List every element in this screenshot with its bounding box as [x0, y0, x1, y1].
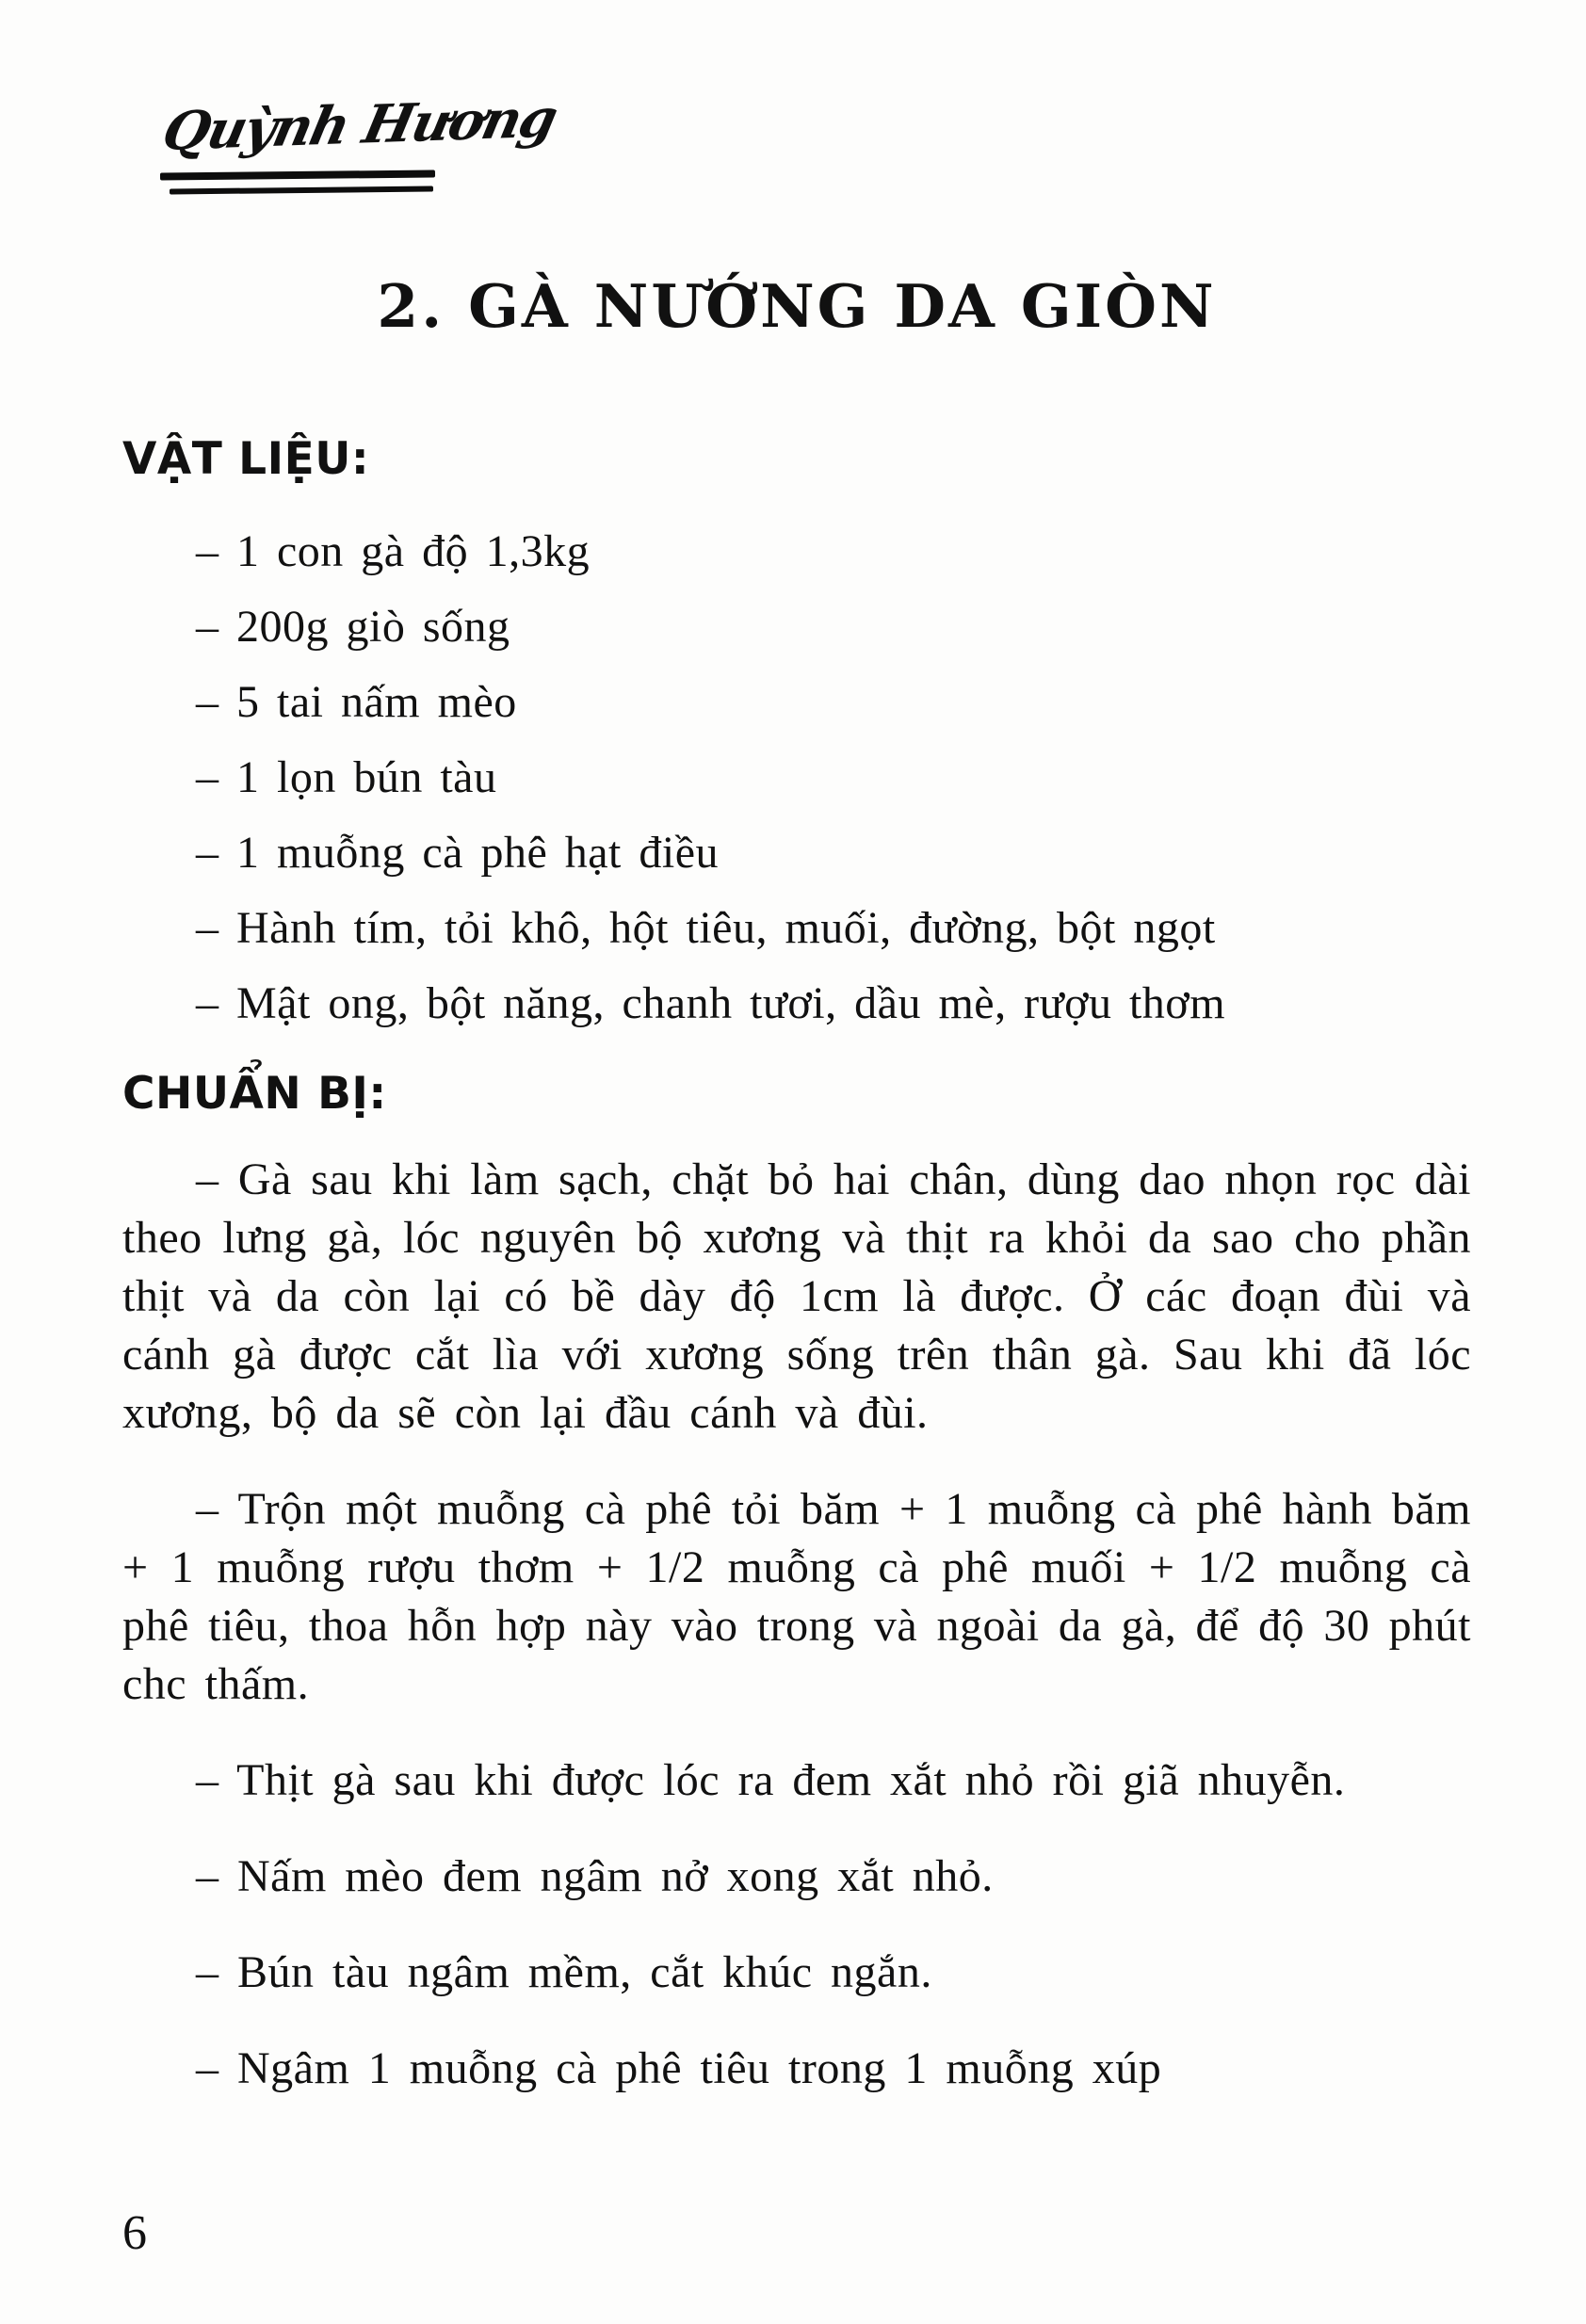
ingredients-heading: VẬT LIỆU:	[122, 432, 370, 485]
ingredient-item: – 1 lọn bún tàu	[196, 751, 497, 802]
ingredient-item: – 1 con gà độ 1,3kg	[196, 525, 591, 576]
preparation-step: – Gà sau khi làm sạch, chặt bỏ hai chân, dùng dao nhọn rọc dài theo lưng gà, lóc nguyên bộ xương và thịt ra khỏi da sao cho phần thịt và da còn lại có bề dày độ 1cm là được. Ở các đoạn đùi và cánh gà được cắt lìa với xương sống trên thân gà. Sau khi đã lóc xương, bộ da sẽ còn lại đầu cánh và đùi.	[122, 1154, 1471, 1439]
preparation-step: – Nấm mèo đem ngâm nở xong xắt nhỏ.	[196, 1851, 994, 1902]
ingredient-item: – 5 tai nấm mèo	[196, 676, 517, 727]
preparation-step: – Bún tàu ngâm mềm, cắt khúc ngắn.	[196, 1947, 932, 1998]
preparation-step: – Ngâm 1 muỗng cà phê tiêu trong 1 muỗng xúp	[196, 2043, 1162, 2094]
ingredient-item: – 200g giò sống	[196, 601, 510, 652]
preparation-step: – Trộn một muỗng cà phê tỏi băm + 1 muỗng cà phê hành băm + 1 muỗng rượu thơm + 1/2 muỗng cà phê muối + 1/2 muỗng cà phê tiêu, thoa hỗn hợp này vào trong và ngoài da gà, để độ 30 phút chc thấm.	[122, 1484, 1471, 1710]
ingredient-item: – Mật ong, bột năng, chanh tươi, dầu mè, rượu thơm	[196, 977, 1226, 1028]
preparation-steps	[122, 1151, 1471, 2098]
preparation-heading: CHUẨN BỊ:	[122, 1067, 387, 1120]
recipe-title: 2. GÀ NƯỚNG DA GIÒN	[377, 271, 1217, 341]
page-content	[122, 0, 1471, 2136]
ingredient-item: – Hành tím, tỏi khô, hột tiêu, muối, đường, bột ngọt	[196, 902, 1216, 953]
signature-text: Quỳnh Hương	[156, 87, 562, 163]
ingredient-item: – 1 muỗng cà phê hạt điều	[196, 827, 720, 878]
ingredients-list	[122, 514, 1471, 1041]
preparation-step: – Thịt gà sau khi được lóc ra đem xắt nhỏ rồi giã nhuyễn.	[196, 1755, 1346, 1806]
page-number: 6	[122, 2206, 147, 2260]
